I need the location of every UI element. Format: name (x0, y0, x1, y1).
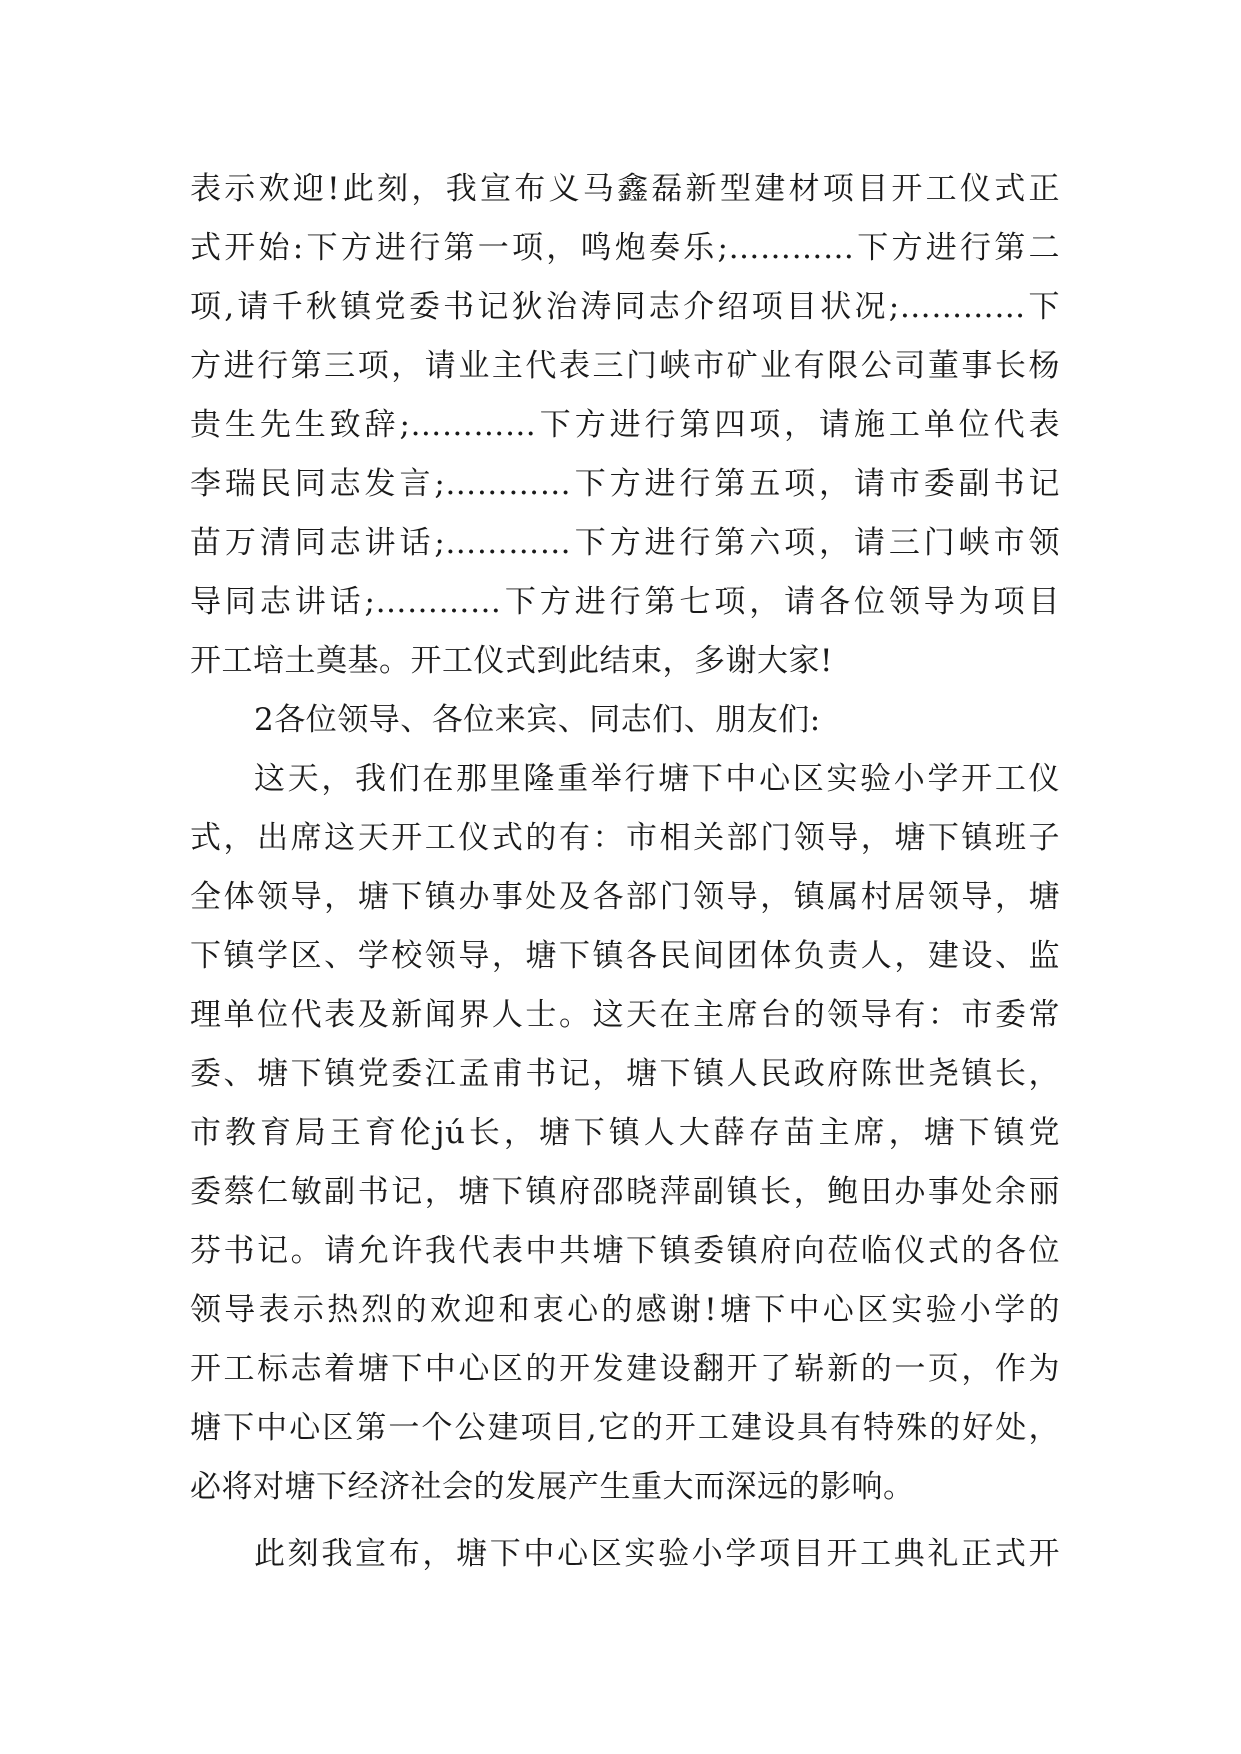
text-line: 全体领导，塘下镇办事处及各部门领导，镇属村居领导，塘 (190, 879, 1060, 915)
text-line: 必将对塘下经济社会的发展产生重大而深远的影响。 (190, 1469, 915, 1505)
text-line: 式开始:下方进行第一项，鸣炮奏乐;…………下方进行第二 (190, 230, 1060, 266)
paragraph (190, 160, 1060, 691)
text-line: 苗万清同志讲话;…………下方进行第六项，请三门峡市领 (190, 525, 1060, 561)
text-line: 下镇学区、学校领导，塘下镇各民间团体负责人，建设、监 (190, 938, 1060, 974)
document-body (190, 160, 1060, 1584)
text-line: 式，出席这天开工仪式的有：市相关部门领导，塘下镇班子 (190, 820, 1060, 856)
text-line: 委蔡仁敏副书记，塘下镇府邵晓萍副镇长，鲍田办事处余丽 (190, 1174, 1060, 1210)
text-line: 理单位代表及新闻界人士。这天在主席台的领导有：市委常 (190, 997, 1060, 1033)
text-line: 贵生先生致辞;…………下方进行第四项，请施工单位代表 (190, 407, 1060, 443)
paragraph (190, 691, 1060, 750)
text-line: 领导表示热烈的欢迎和衷心的感谢!塘下中心区实验小学的 (190, 1292, 1060, 1328)
text-line: 委、塘下镇党委江孟甫书记，塘下镇人民政府陈世尧镇长， (190, 1056, 1060, 1092)
text-line: 项,请千秋镇党委书记狄治涛同志介绍项目状况;…………下 (190, 289, 1060, 325)
text-line: 市教育局王育伦jú长，塘下镇人大薛存苗主席，塘下镇党 (190, 1115, 1060, 1151)
text-line: 导同志讲话;…………下方进行第七项，请各位领导为项目 (190, 584, 1060, 620)
text-line: 塘下中心区第一个公建项目,它的开工建设具有特殊的好处， (190, 1410, 1060, 1446)
text-line: 此刻我宣布，塘下中心区实验小学项目开工典礼正式开 (254, 1536, 1060, 1572)
text-line: 方进行第三项，请业主代表三门峡市矿业有限公司董事长杨 (190, 348, 1060, 384)
text-line: 开工培土奠基。开工仪式到此结束，多谢大家! (190, 643, 833, 679)
text-line: 芬书记。请允许我代表中共塘下镇委镇府向莅临仪式的各位 (190, 1233, 1060, 1269)
text-line: 这天，我们在那里隆重举行塘下中心区实验小学开工仪 (254, 761, 1060, 797)
text-line: 2各位领导、各位来宾、同志们、朋友们: (254, 702, 821, 738)
text-line: 开工标志着塘下中心区的开发建设翻开了崭新的一页，作为 (190, 1351, 1060, 1387)
paragraph (190, 1525, 1060, 1584)
text-line: 李瑞民同志发言;…………下方进行第五项，请市委副书记 (190, 466, 1060, 502)
paragraph (190, 750, 1060, 1517)
text-line: 表示欢迎!此刻，我宣布义马鑫磊新型建材项目开工仪式正 (190, 171, 1060, 207)
